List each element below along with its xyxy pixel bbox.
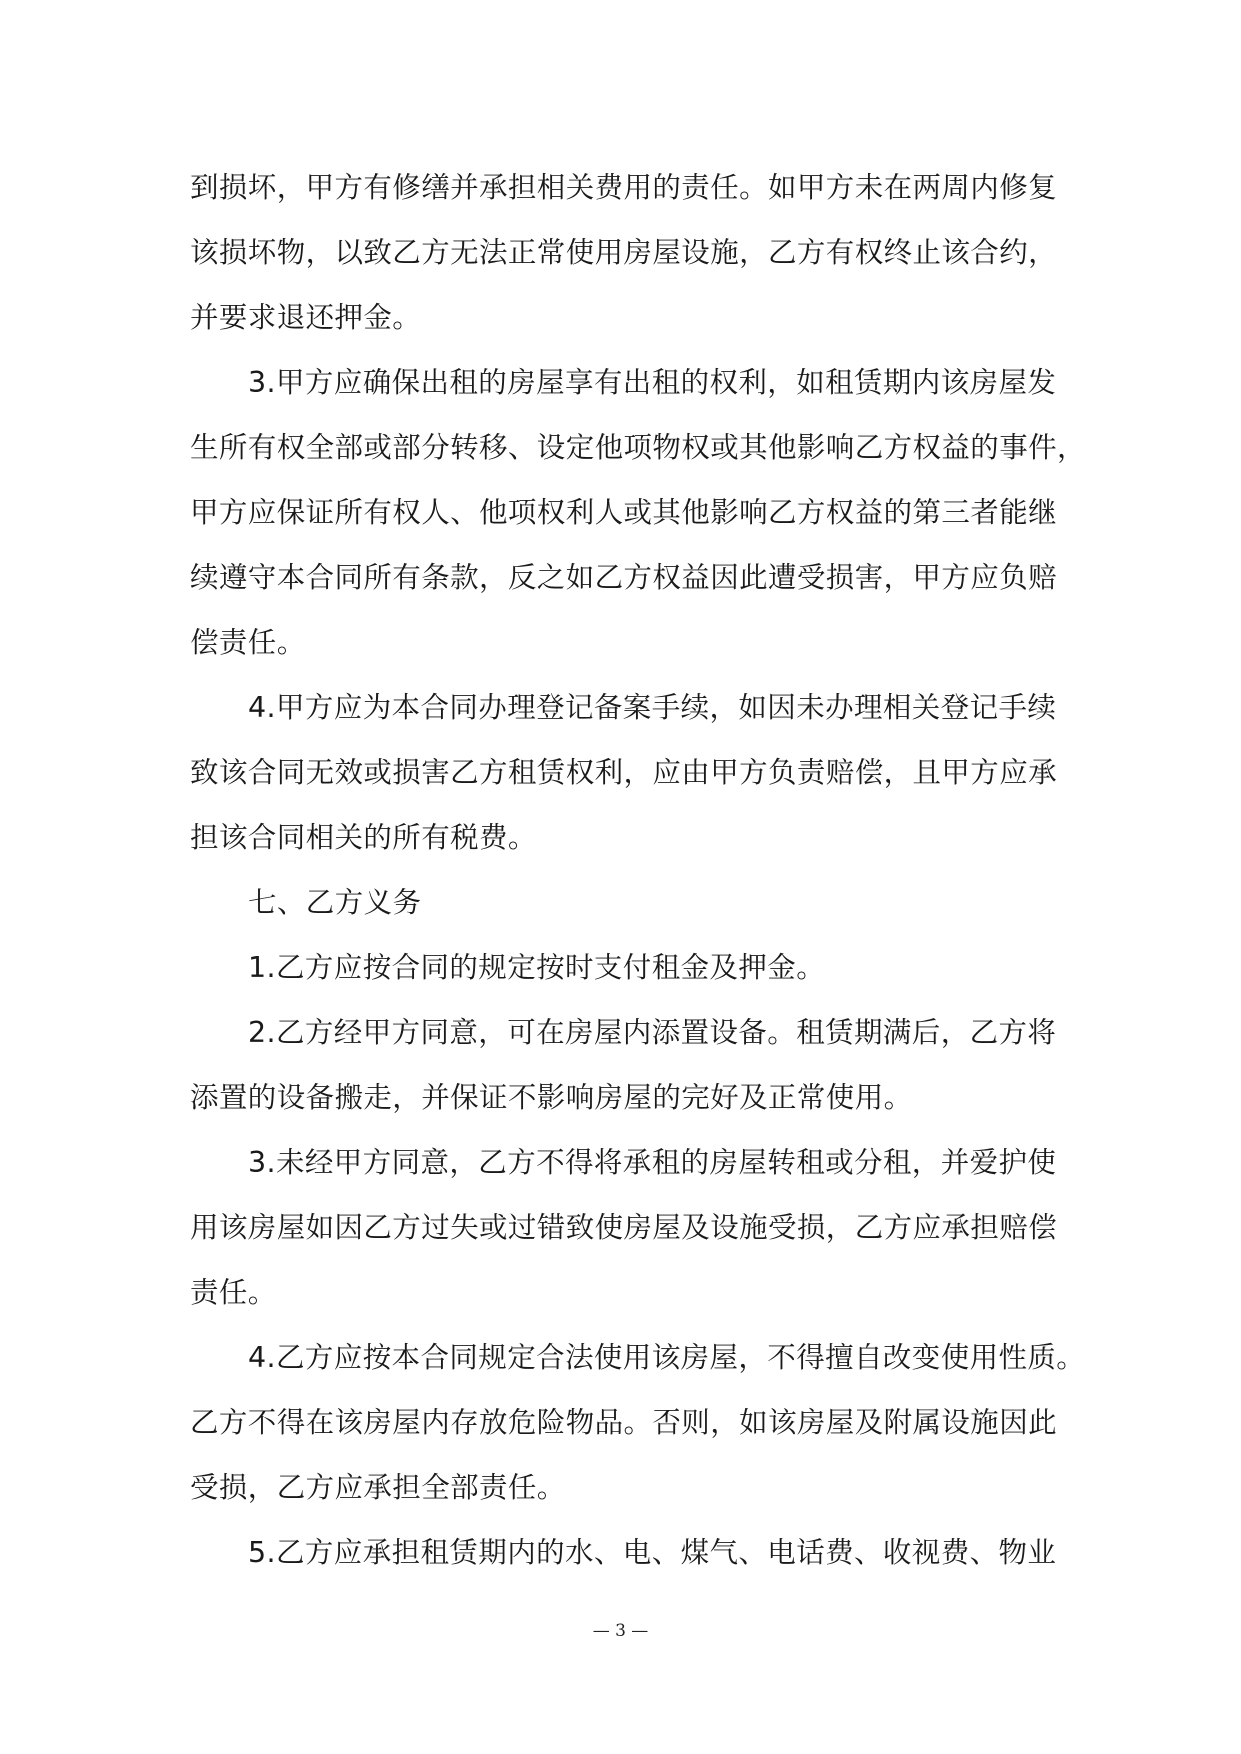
text-line: 4.甲方应为本合同办理登记备案手续，如因未办理相关登记手续 [248, 691, 1057, 724]
page-number: — 3 — [592, 1621, 649, 1641]
paragraph [190, 870, 1060, 935]
text-line: 添置的设备搬走，并保证不影响房屋的完好及正常使用。 [190, 1081, 913, 1114]
text-line: 3.未经甲方同意，乙方不得将承租的房屋转租或分租，并爱护使 [248, 1146, 1057, 1179]
document-body [190, 155, 1086, 1585]
paragraph [190, 155, 1060, 350]
text-line: 甲方应保证所有权人、他项权利人或其他影响乙方权益的第三者能继 [190, 496, 1058, 529]
paragraph [190, 675, 1060, 870]
paragraph [190, 1130, 1060, 1325]
text-line: 责任。 [190, 1276, 277, 1309]
text-line: 到损坏，甲方有修缮并承担相关费用的责任。如甲方未在两周内修复 [190, 171, 1058, 204]
text-line: 5.乙方应承担租赁期内的水、电、煤气、电话费、收视费、物业 [248, 1536, 1057, 1569]
text-line: 担该合同相关的所有税费。 [190, 821, 537, 854]
text-line: 致该合同无效或损害乙方租赁权利，应由甲方负责赔偿，且甲方应承 [190, 756, 1058, 789]
paragraph [190, 1000, 1060, 1130]
text-line: 2.乙方经甲方同意，可在房屋内添置设备。租赁期满后，乙方将 [248, 1016, 1057, 1049]
text-line: 3.甲方应确保出租的房屋享有出租的权利，如租赁期内该房屋发 [248, 366, 1057, 399]
text-line: 生所有权全部或部分转移、设定他项物权或其他影响乙方权益的事件， [190, 431, 1086, 464]
text-line: 受损，乙方应承担全部责任。 [190, 1471, 566, 1504]
text-line: 用该房屋如因乙方过失或过错致使房屋及设施受损，乙方应承担赔偿 [190, 1211, 1058, 1244]
paragraph [190, 935, 1060, 1000]
paragraph [190, 350, 1086, 675]
text-line: 七、乙方义务 [248, 886, 422, 919]
text-line: 续遵守本合同所有条款，反之如乙方权益因此遭受损害，甲方应负赔 [190, 561, 1058, 594]
text-line: 并要求退还押金。 [190, 301, 422, 334]
text-line: 乙方不得在该房屋内存放危险物品。否则，如该房屋及附属设施因此 [190, 1406, 1058, 1439]
text-line: 该损坏物，以致乙方无法正常使用房屋设施，乙方有权终止该合约， [190, 236, 1058, 269]
paragraph [190, 1325, 1086, 1520]
paragraph [190, 1520, 1060, 1585]
text-line: 偿责任。 [190, 626, 306, 659]
text-line: 4.乙方应按本合同规定合法使用该房屋，不得擅自改变使用性质。 [248, 1341, 1086, 1374]
text-line: 1.乙方应按合同的规定按时支付租金及押金。 [248, 951, 826, 984]
